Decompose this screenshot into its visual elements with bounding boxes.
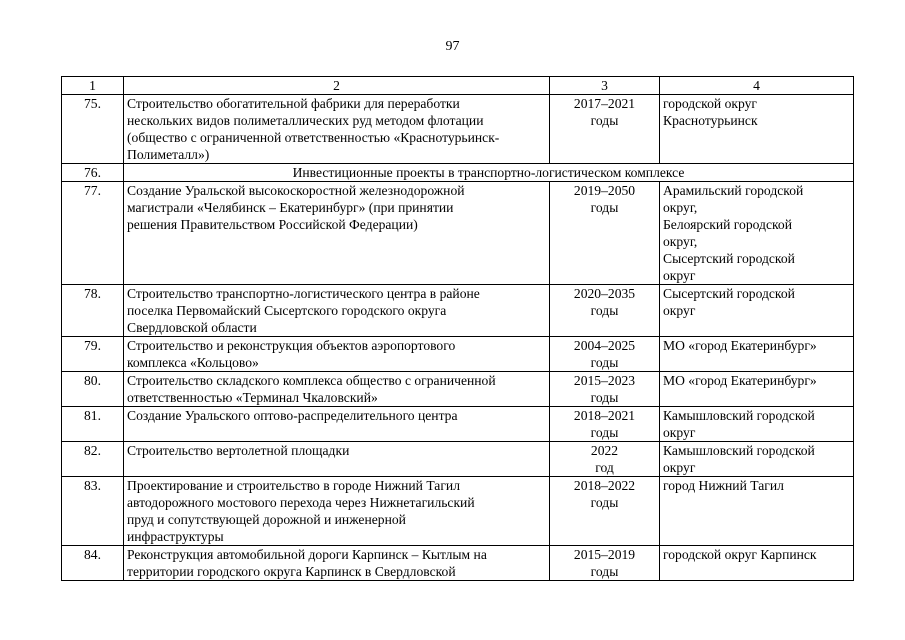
project-name: Строительство складского комплекса общество с ограниченной ответственностью «Терминал Чкаловский» (124, 372, 550, 407)
project-period: 2019–2050 годы (550, 182, 660, 285)
project-name: Строительство обогатительной фабрики для переработки нескольких видов полиметаллических руд методом флотации (общество с ограниченной ответственностью «Краснотурьинск- Полиметалл») (124, 95, 550, 164)
project-location: Арамильский городской округ, Белоярский городской округ, Сысертский городской округ (660, 182, 854, 285)
project-period: 2017–2021 годы (550, 95, 660, 164)
project-location: МО «город Екатеринбург» (660, 337, 854, 372)
project-name: Создание Уральской высокоскоростной железнодорожной магистрали «Челябинск – Екатеринбург» (при принятии решения Правительством Российской Федерации) (124, 182, 550, 285)
project-name: Реконструкция автомобильной дороги Карпинск – Кытлым на территории городского округа Карпинск в Свердловской (124, 546, 550, 581)
project-name: Проектирование и строительство в городе Нижний Тагил автодорожного мостового перехода через Нижнетагильский пруд и сопутствующей дорожной и инженерной инфраструктуры (124, 477, 550, 546)
project-name: Строительство и реконструкция объектов аэропортового комплекса «Кольцово» (124, 337, 550, 372)
project-location: городской округ Карпинск (660, 546, 854, 581)
project-period: 2022 год (550, 442, 660, 477)
project-name: Строительство транспортно-логистического центра в районе поселка Первомайский Сысертского городского округа Свердловской области (124, 285, 550, 337)
projects-table (61, 76, 854, 581)
project-period: 2018–2022 годы (550, 477, 660, 546)
project-period: 2018–2021 годы (550, 407, 660, 442)
header-cell: 3 (550, 77, 660, 95)
project-period: 2015–2023 годы (550, 372, 660, 407)
project-name: Создание Уральского оптово-распределительного центра (124, 407, 550, 442)
project-period: 2020–2035 годы (550, 285, 660, 337)
row-number: 83. (62, 477, 124, 546)
row-number: 77. (62, 182, 124, 285)
table-section-row (62, 164, 854, 182)
row-number: 84. (62, 546, 124, 581)
project-location: Камышловский городской округ (660, 407, 854, 442)
table-row (62, 337, 854, 372)
project-location: Камышловский городской округ (660, 442, 854, 477)
table-row (62, 285, 854, 337)
row-number: 75. (62, 95, 124, 164)
project-location: Сысертский городской округ (660, 285, 854, 337)
header-cell: 1 (62, 77, 124, 95)
page-number: 97 (445, 39, 460, 54)
table-header-row (62, 77, 854, 95)
project-location: город Нижний Тагил (660, 477, 854, 546)
project-period: 2004–2025 годы (550, 337, 660, 372)
table-row (62, 477, 854, 546)
table-row (62, 95, 854, 164)
row-number: 76. (62, 164, 124, 182)
project-location: МО «город Екатеринбург» (660, 372, 854, 407)
row-number: 80. (62, 372, 124, 407)
project-period: 2015–2019 годы (550, 546, 660, 581)
table-row (62, 182, 854, 285)
table-row (62, 407, 854, 442)
table-row (62, 442, 854, 477)
section-title: Инвестиционные проекты в транспортно-логистическом комплексе (124, 164, 854, 182)
header-cell: 2 (124, 77, 550, 95)
row-number: 82. (62, 442, 124, 477)
table-row (62, 372, 854, 407)
header-cell: 4 (660, 77, 854, 95)
project-location: городской округ Краснотурьинск (660, 95, 854, 164)
table-row (62, 546, 854, 581)
project-name: Строительство вертолетной площадки (124, 442, 550, 477)
row-number: 78. (62, 285, 124, 337)
row-number: 81. (62, 407, 124, 442)
row-number: 79. (62, 337, 124, 372)
